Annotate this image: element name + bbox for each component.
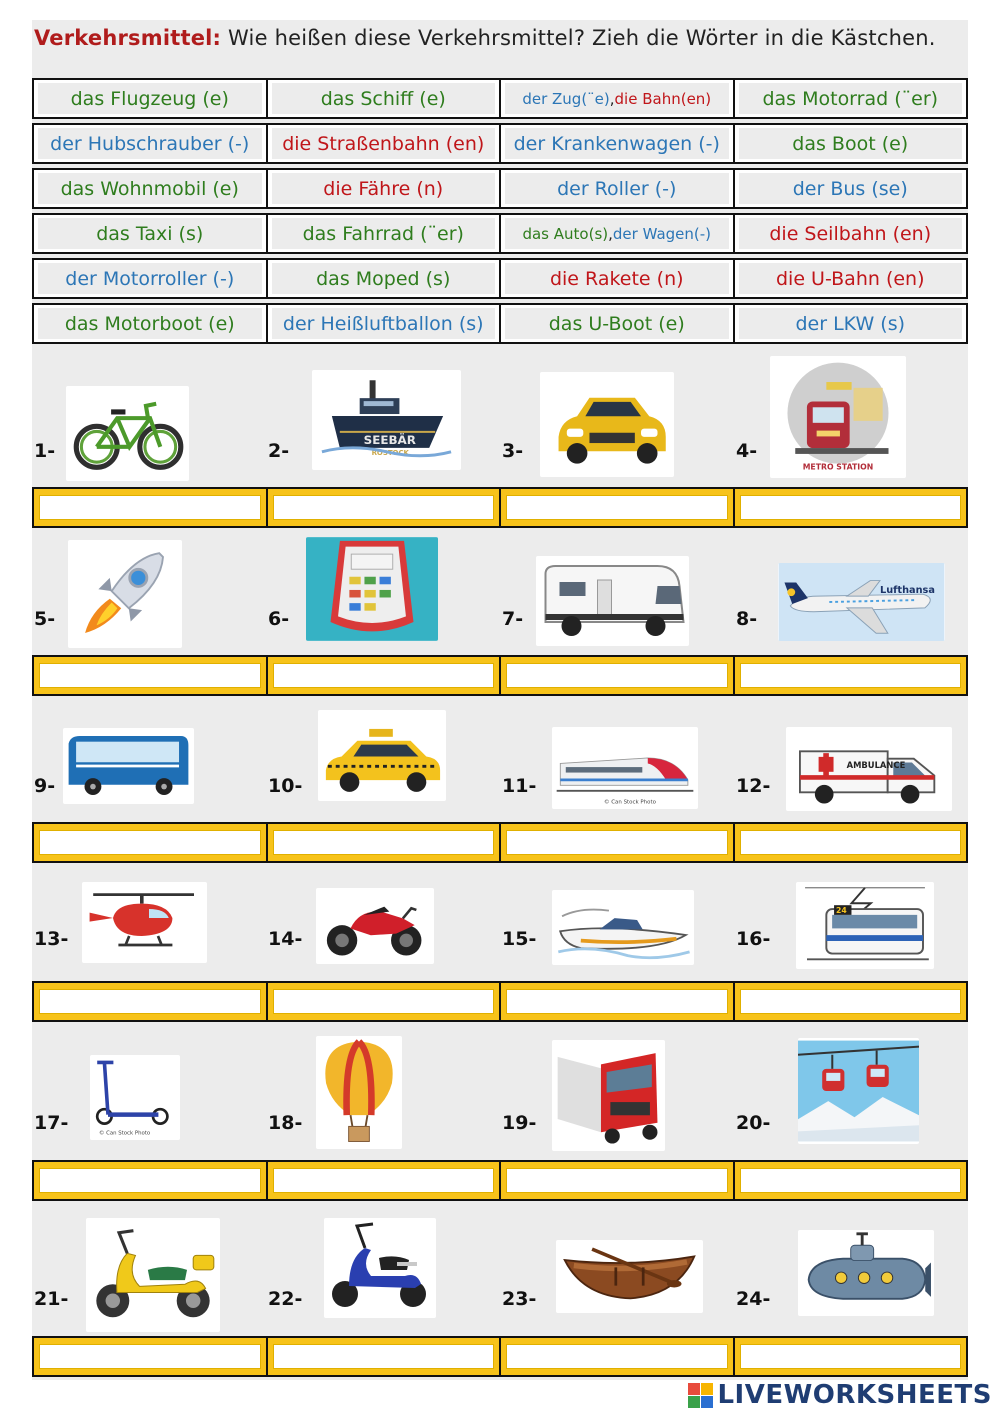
cablecar-icon <box>798 1038 919 1144</box>
word-chip-label <box>272 83 496 114</box>
answer-box[interactable] <box>273 663 495 688</box>
word-chip[interactable] <box>34 215 268 252</box>
word-chip[interactable] <box>501 305 735 342</box>
answer-drop-zone[interactable] <box>735 824 967 861</box>
answer-box[interactable] <box>39 663 261 688</box>
answer-box[interactable] <box>39 989 261 1014</box>
svg-text:METRO STATION: METRO STATION <box>802 462 874 472</box>
title-label: Verkehrsmittel: <box>34 26 222 50</box>
word-chip-label <box>272 308 496 339</box>
submarine-icon <box>798 1230 934 1316</box>
svg-text:© Can Stock Photo: © Can Stock Photo <box>99 1130 151 1137</box>
word-chip-label <box>38 218 262 249</box>
word-chip[interactable] <box>501 170 735 207</box>
word-chip-label <box>505 308 729 339</box>
moped-icon <box>324 1218 436 1318</box>
word-chip[interactable] <box>34 125 268 162</box>
svg-text:Lufthansa: Lufthansa <box>880 585 935 597</box>
word-text: das Motorrad (¨er) <box>762 87 939 110</box>
liveworksheets-logo-icon <box>688 1383 713 1408</box>
word-chip[interactable] <box>34 260 268 297</box>
exercise-number: 10- <box>268 775 303 797</box>
motor-scooter-icon <box>86 1218 220 1332</box>
exercise-number: 18- <box>268 1112 303 1134</box>
word-chip[interactable] <box>735 125 967 162</box>
liveworksheets-logo <box>688 1378 992 1412</box>
exercise-number: 5- <box>34 608 56 630</box>
word-text: der Motorroller (-) <box>65 267 235 290</box>
answer-row <box>32 655 968 696</box>
answer-drop-zone[interactable] <box>34 1338 268 1375</box>
exercise-number: 4- <box>736 440 758 462</box>
answer-box[interactable] <box>506 1344 728 1369</box>
tram-icon <box>796 882 934 969</box>
answer-drop-zone[interactable] <box>735 1162 967 1199</box>
word-text: der Krankenwagen (-) <box>513 132 720 155</box>
exercise-number: 22- <box>268 1288 303 1310</box>
svg-text:AMBULANCE: AMBULANCE <box>846 760 906 771</box>
taxi-icon <box>318 710 446 801</box>
word-bank-row <box>32 78 968 119</box>
answer-box[interactable] <box>740 1344 962 1369</box>
word-chip-label <box>739 218 963 249</box>
word-text: der Zug(¨e) <box>522 89 610 108</box>
word-bank-row <box>32 123 968 164</box>
answer-drop-zone[interactable] <box>268 983 502 1020</box>
answer-row <box>32 487 968 528</box>
word-text: der Wagen(-) <box>612 224 712 243</box>
exercise-number: 9- <box>34 775 56 797</box>
word-chip[interactable] <box>34 170 268 207</box>
answer-drop-zone[interactable] <box>268 489 502 526</box>
word-chip-label <box>739 83 963 114</box>
answer-box[interactable] <box>39 495 261 520</box>
truck-icon <box>552 1040 665 1151</box>
answer-box[interactable] <box>39 830 261 855</box>
camper-icon <box>536 556 689 646</box>
answer-row <box>32 1160 968 1201</box>
word-chip[interactable] <box>34 80 268 117</box>
answer-drop-zone[interactable] <box>501 1162 735 1199</box>
word-chip-label <box>272 128 496 159</box>
bicycle-icon <box>66 386 189 481</box>
answer-drop-zone[interactable] <box>34 657 268 694</box>
answer-drop-zone[interactable] <box>735 983 967 1020</box>
word-text: die Fähre (n) <box>323 177 444 200</box>
answer-drop-zone[interactable] <box>501 489 735 526</box>
exercise-number: 8- <box>736 608 758 630</box>
answer-drop-zone[interactable] <box>501 983 735 1020</box>
exercise-number: 15- <box>502 928 537 950</box>
answer-drop-zone[interactable] <box>34 824 268 861</box>
title-instruction: Wie heißen diese Verkehrsmittel? Zieh die Wörter in die Kästchen. <box>228 26 936 50</box>
word-chip[interactable] <box>34 305 268 342</box>
word-chip[interactable] <box>735 170 967 207</box>
word-chip[interactable] <box>501 125 735 162</box>
word-text: das Schiff (e) <box>320 87 446 110</box>
word-chip-label <box>38 263 262 294</box>
helicopter-icon <box>82 882 207 963</box>
exercise-number: 12- <box>736 775 771 797</box>
word-chip-label <box>38 308 262 339</box>
word-text: die Seilbahn (en) <box>769 222 932 245</box>
answer-drop-zone[interactable] <box>34 489 268 526</box>
word-text: die Straßenbahn (en) <box>282 132 485 155</box>
answer-drop-zone[interactable] <box>34 1162 268 1199</box>
answer-row <box>32 1336 968 1377</box>
answer-row <box>32 981 968 1022</box>
word-separator: , <box>609 89 615 108</box>
answer-drop-zone[interactable] <box>501 824 735 861</box>
word-chip[interactable] <box>501 260 735 297</box>
word-chip[interactable] <box>268 125 502 162</box>
answer-drop-zone[interactable] <box>735 1338 967 1375</box>
exercise-number: 11- <box>502 775 537 797</box>
word-text: der Hubschrauber (-) <box>50 132 250 155</box>
word-text: das Motorboot (e) <box>64 312 235 335</box>
train-icon <box>552 727 698 809</box>
svg-text:24: 24 <box>836 905 847 915</box>
answer-box[interactable] <box>273 1168 495 1193</box>
word-text: die Rakete (n) <box>549 267 684 290</box>
answer-drop-zone[interactable] <box>735 489 967 526</box>
word-chip-label <box>38 128 262 159</box>
word-text: die U-Bahn (en) <box>775 267 925 290</box>
word-chip[interactable] <box>735 305 967 342</box>
word-chip-label <box>272 173 496 204</box>
word-chip-label <box>505 218 729 249</box>
svg-text:© Can Stock Photo: © Can Stock Photo <box>604 799 656 806</box>
exercise-number: 24- <box>736 1288 771 1310</box>
answer-box[interactable] <box>506 1168 728 1193</box>
answer-drop-zone[interactable] <box>34 983 268 1020</box>
answer-box[interactable] <box>740 989 962 1014</box>
answer-drop-zone[interactable] <box>501 657 735 694</box>
word-bank-row <box>32 258 968 299</box>
word-chip-label <box>272 218 496 249</box>
word-text: das Boot (e) <box>792 132 909 155</box>
word-text: der Heißluftballon (s) <box>282 312 484 335</box>
word-chip-label <box>38 173 262 204</box>
word-chip-label <box>739 128 963 159</box>
answer-box[interactable] <box>506 830 728 855</box>
airplane-icon <box>778 563 945 641</box>
rowboat-icon <box>556 1240 703 1313</box>
answer-box[interactable] <box>39 1344 261 1369</box>
word-chip[interactable] <box>268 170 502 207</box>
answer-box[interactable] <box>506 989 728 1014</box>
word-chip-label <box>38 83 262 114</box>
word-chip-label <box>272 263 496 294</box>
answer-box[interactable] <box>506 495 728 520</box>
answer-box[interactable] <box>273 989 495 1014</box>
answer-drop-zone[interactable] <box>268 824 502 861</box>
liveworksheets-brand: LIVEWORKSHEETS <box>717 1380 992 1410</box>
word-text: das Wohnmobil (e) <box>60 177 239 200</box>
exercise-number: 20- <box>736 1112 771 1134</box>
motorcycle-icon <box>316 888 434 964</box>
word-chip-label <box>739 263 963 294</box>
worksheet-title <box>32 20 968 62</box>
answer-box[interactable] <box>740 663 962 688</box>
rocket-icon <box>68 540 182 648</box>
word-text: das Moped (s) <box>316 267 451 290</box>
word-chip[interactable] <box>735 80 967 117</box>
answer-box[interactable] <box>273 495 495 520</box>
answer-box[interactable] <box>273 1344 495 1369</box>
ship-icon <box>312 370 461 470</box>
exercise-number: 14- <box>268 928 303 950</box>
answer-box[interactable] <box>273 830 495 855</box>
answer-box[interactable] <box>740 495 962 520</box>
word-chip[interactable] <box>268 305 502 342</box>
bus-icon <box>63 728 194 804</box>
answer-box[interactable] <box>740 1168 962 1193</box>
word-bank-row <box>32 213 968 254</box>
metro-icon <box>770 356 906 478</box>
exercise-number: 7- <box>502 608 524 630</box>
exercise-number: 3- <box>502 440 524 462</box>
word-chip[interactable] <box>268 215 502 252</box>
word-chip[interactable] <box>735 260 967 297</box>
answer-box[interactable] <box>506 663 728 688</box>
word-text: das U-Boot (e) <box>548 312 685 335</box>
answer-box[interactable] <box>39 1168 261 1193</box>
exercise-number: 2- <box>268 440 290 462</box>
exercise-number: 6- <box>268 608 290 630</box>
word-chip[interactable] <box>268 260 502 297</box>
word-text: die Bahn(en) <box>614 89 712 108</box>
word-chip-label <box>505 173 729 204</box>
exercise-number: 23- <box>502 1288 537 1310</box>
word-chip[interactable] <box>501 80 735 117</box>
word-chip-label <box>505 128 729 159</box>
answer-drop-zone[interactable] <box>735 657 967 694</box>
answer-box[interactable] <box>740 830 962 855</box>
car-icon <box>540 372 674 477</box>
svg-text:SEEBÄR: SEEBÄR <box>363 432 416 447</box>
answer-drop-zone[interactable] <box>501 1338 735 1375</box>
word-bank-row <box>32 168 968 209</box>
word-chip-label <box>739 308 963 339</box>
word-chip-label <box>505 263 729 294</box>
word-text: das Fahrrad (¨er) <box>302 222 464 245</box>
word-text: das Flugzeug (e) <box>70 87 229 110</box>
word-chip[interactable] <box>501 215 735 252</box>
word-text: der Bus (se) <box>792 177 908 200</box>
answer-drop-zone[interactable] <box>268 1162 502 1199</box>
exercise-number: 1- <box>34 440 56 462</box>
word-text: der LKW (s) <box>795 312 906 335</box>
word-text: das Taxi (s) <box>96 222 204 245</box>
motorboat-icon <box>552 890 694 965</box>
word-separator: , <box>608 224 613 243</box>
word-chip-label <box>505 83 729 114</box>
word-text: der Roller (-) <box>557 177 677 200</box>
scooter-icon <box>90 1055 180 1140</box>
word-bank-row <box>32 303 968 344</box>
ferry-icon <box>306 537 438 641</box>
exercise-number: 21- <box>34 1288 69 1310</box>
word-chip-label <box>739 173 963 204</box>
word-chip[interactable] <box>268 80 502 117</box>
exercise-number: 19- <box>502 1112 537 1134</box>
exercise-number: 17- <box>34 1112 69 1134</box>
answer-drop-zone[interactable] <box>268 1338 502 1375</box>
word-chip[interactable] <box>735 215 967 252</box>
svg-text:ROSTOCK: ROSTOCK <box>371 448 409 457</box>
balloon-icon <box>316 1036 402 1149</box>
answer-row <box>32 822 968 863</box>
answer-drop-zone[interactable] <box>268 657 502 694</box>
word-text: das Auto(s) <box>522 224 609 243</box>
ambulance-icon <box>786 727 952 811</box>
exercise-number: 16- <box>736 928 771 950</box>
exercise-number: 13- <box>34 928 69 950</box>
